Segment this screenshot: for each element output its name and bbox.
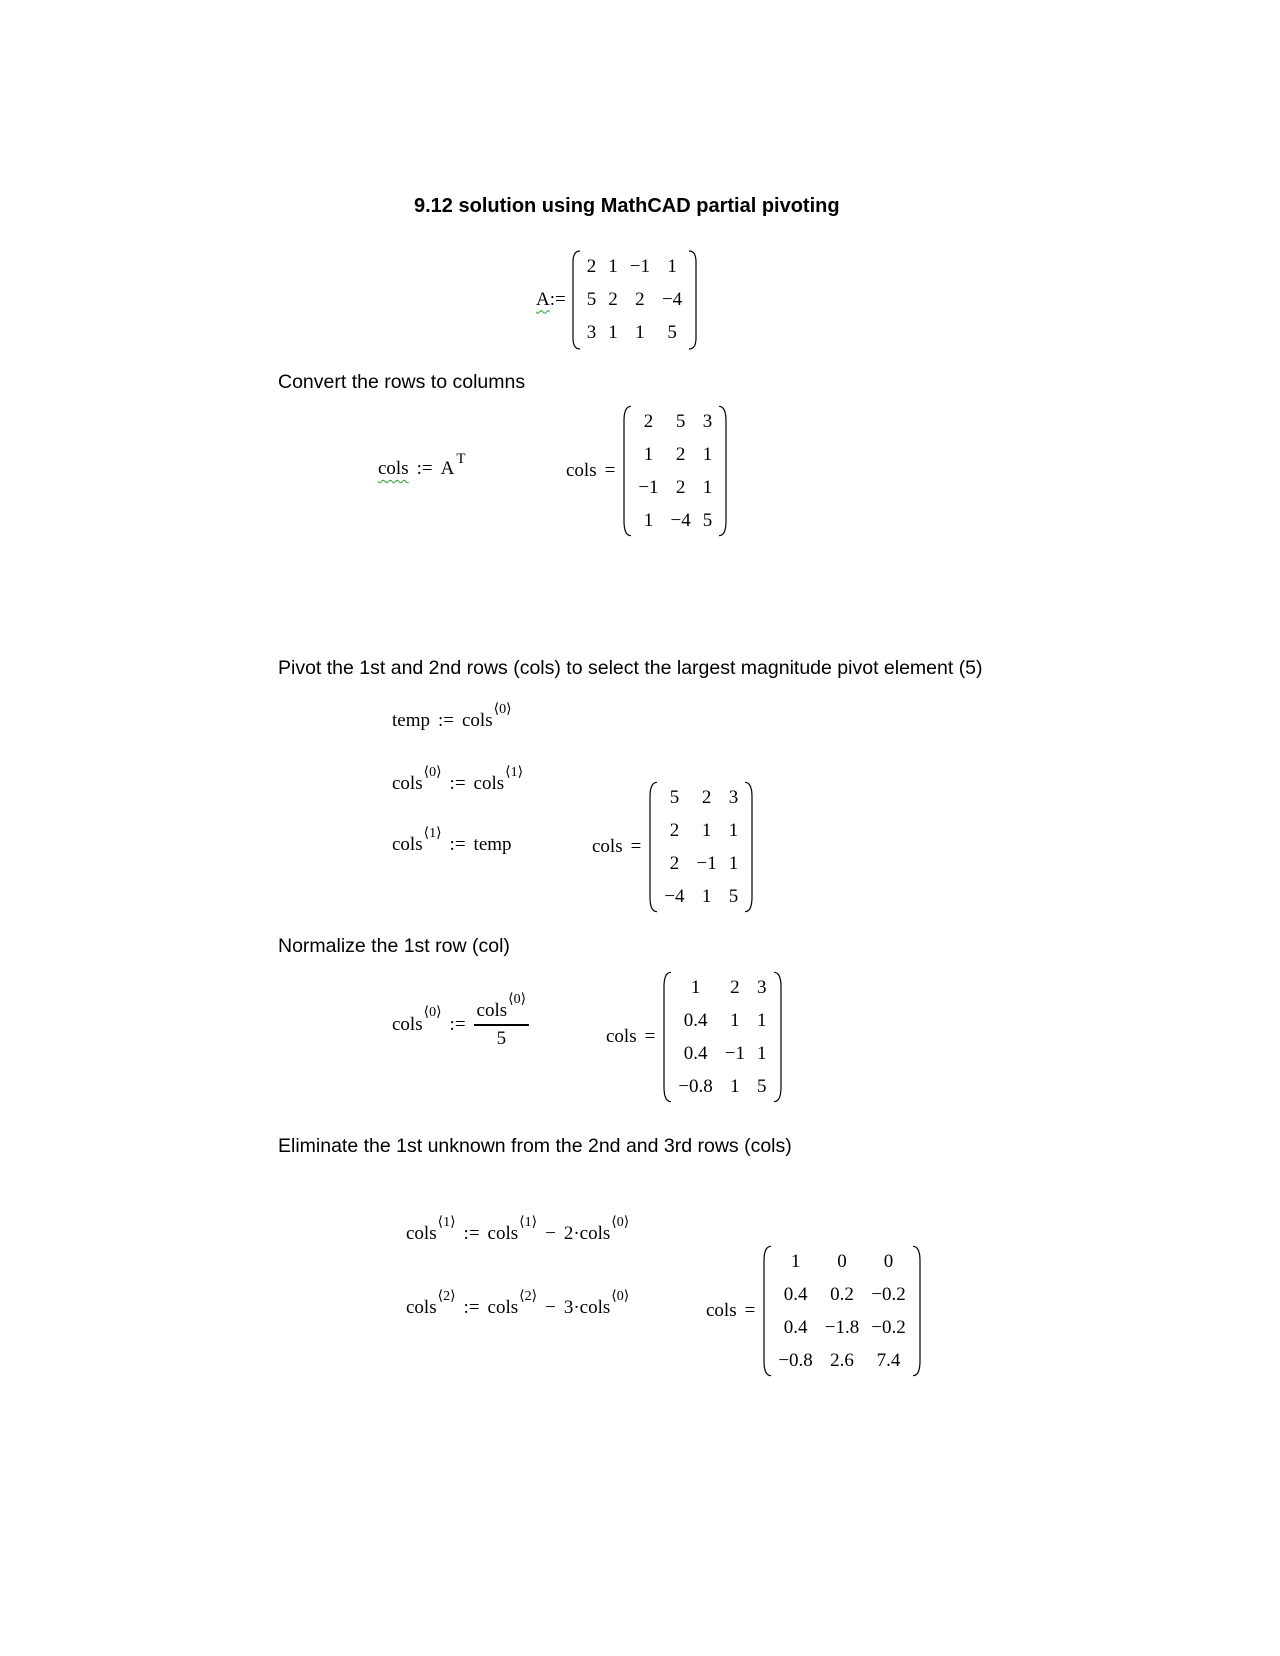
normalize-assignment[interactable]	[392, 992, 529, 1050]
column-superscript: ⟨0⟩	[423, 1004, 442, 1020]
cols-variable: cols	[392, 1014, 423, 1035]
eq-operator: =	[604, 460, 616, 481]
assign-operator: :=	[463, 1297, 480, 1318]
cols-variable: cols	[406, 1297, 437, 1318]
matrix-cell: −4	[661, 288, 683, 310]
matrix-cols-eliminate	[763, 1245, 920, 1377]
eliminate-assignment-2[interactable]	[406, 1289, 630, 1319]
matrix-row	[658, 847, 744, 880]
matrix-right-paren	[773, 971, 782, 1103]
matrix-cell: 3	[586, 322, 597, 344]
temp-variable: temp	[473, 834, 512, 855]
matrix-cell: −1.8	[824, 1317, 860, 1338]
assign-operator: :=	[549, 288, 566, 310]
matrix-row	[632, 504, 718, 537]
cols-label: cols	[606, 1026, 637, 1047]
matrix-right-paren	[912, 1245, 921, 1377]
matrix-right-paren	[688, 250, 697, 350]
matrix-cell: −0.2	[871, 1284, 906, 1305]
matrix-row	[632, 438, 718, 471]
matrix-row	[672, 971, 772, 1004]
cols-variable: cols	[487, 1297, 519, 1318]
matrix-cell: 2	[669, 820, 680, 841]
matrix-cell: −1	[638, 477, 659, 498]
assign-operator: :=	[438, 710, 454, 731]
matrix-row	[658, 781, 744, 814]
matrix-cell: 5	[728, 886, 739, 907]
matrix-left-paren	[663, 971, 672, 1103]
heading-convert: Convert the rows to columns	[278, 371, 526, 393]
matrix-row	[672, 1070, 772, 1103]
matrix-cell: 1	[702, 477, 713, 498]
matrix-cell: −0.8	[778, 1350, 813, 1371]
cols-label: cols	[706, 1300, 737, 1321]
fraction	[474, 992, 530, 1050]
matrix-cell: 7.4	[876, 1350, 901, 1371]
matrix-row	[658, 880, 744, 913]
matrix-cell: 1	[730, 1010, 740, 1031]
matrix-cell: 1	[608, 322, 618, 344]
matrix-cell: 0.4	[683, 1010, 708, 1031]
matrix-left-paren	[623, 405, 632, 537]
matrix-row	[672, 1004, 772, 1037]
column-superscript: ⟨1⟩	[437, 1215, 456, 1230]
fraction-denominator: 5	[496, 1028, 507, 1049]
matrix-cell: −4	[664, 886, 685, 907]
matrix-cell: 3	[702, 411, 713, 432]
assign-operator: :=	[463, 1223, 480, 1244]
matrix-row	[581, 316, 688, 349]
matrix-cell: 1	[757, 1043, 767, 1064]
matrix-cell: 2.6	[830, 1350, 854, 1371]
cols-transpose-result	[566, 405, 727, 537]
matrix-cols-transpose	[623, 405, 727, 537]
column-superscript: ⟨1⟩	[505, 765, 524, 780]
matrix-cell: 1	[690, 977, 701, 998]
matrix-left-paren	[572, 250, 581, 350]
a-variable: A	[440, 458, 455, 479]
cols-variable: cols	[579, 1297, 611, 1318]
cols-variable: cols	[476, 1000, 508, 1021]
matrix-cols-pivot	[649, 781, 753, 913]
matrix-left-paren	[649, 781, 658, 913]
matrix-cell: 2	[643, 411, 654, 432]
matrix-cell: 2	[675, 477, 686, 498]
eq-operator: =	[630, 836, 642, 857]
matrix-cell: 2	[730, 977, 740, 998]
cols-variable: cols	[392, 834, 423, 855]
matrix-cell: 0.4	[783, 1284, 808, 1305]
minus-operator: −	[545, 1223, 556, 1244]
column-superscript: ⟨2⟩	[519, 1289, 538, 1304]
heading-normalize: Normalize the 1st row (col)	[278, 935, 510, 957]
swap-assignment-2[interactable]	[392, 826, 512, 856]
cols-label: cols	[592, 836, 623, 857]
page-title: 9.12 solution using MathCAD partial pivoting	[414, 195, 840, 217]
matrix-row	[632, 471, 718, 504]
cols-variable: cols	[473, 773, 505, 794]
column-superscript: ⟨1⟩	[423, 826, 442, 841]
matrix-cell: 5	[702, 510, 713, 531]
matrix-cell: 1	[643, 444, 654, 465]
column-superscript: ⟨0⟩	[423, 765, 442, 780]
matrix-right-paren	[718, 405, 727, 537]
column-superscript: ⟨0⟩	[611, 1215, 630, 1230]
matrix-cell: −1	[696, 853, 717, 874]
matrix-body	[632, 405, 718, 537]
column-superscript: ⟨0⟩	[508, 992, 527, 1007]
matrix-cell: 1	[667, 255, 677, 277]
coefficient: 2·	[563, 1223, 580, 1244]
transpose-superscript: T	[456, 451, 466, 467]
matrix-cell: 2	[608, 288, 618, 310]
column-superscript: ⟨1⟩	[519, 1215, 538, 1230]
matrix-body	[658, 781, 744, 913]
cols-pivot-result	[592, 781, 753, 913]
matrix-cols-normalize	[663, 971, 781, 1103]
matrix-row	[772, 1344, 911, 1377]
matrix-cell: 2	[675, 444, 686, 465]
assign-operator: :=	[449, 1014, 466, 1035]
coefficient: 3·	[563, 1297, 580, 1318]
cols-variable: cols	[378, 458, 409, 479]
matrix-row	[658, 814, 744, 847]
matrix-cell: −0.8	[678, 1076, 713, 1097]
cols-eliminate-result	[706, 1245, 921, 1377]
swap-assignment-1[interactable]	[392, 765, 524, 795]
matrix-body	[581, 250, 688, 350]
matrix-cell: −0.2	[871, 1317, 906, 1338]
matrix-cell: 1	[757, 1010, 767, 1031]
matrix-cell: 1	[608, 255, 618, 277]
matrix-cell: 0.4	[683, 1043, 708, 1064]
matrix-cell: 1	[635, 322, 645, 344]
fraction-numerator	[474, 992, 530, 1026]
heading-eliminate: Eliminate the 1st unknown from the 2nd and 3rd rows (cols)	[278, 1135, 792, 1157]
matrix-body	[772, 1245, 911, 1377]
eq-operator: =	[644, 1026, 656, 1047]
matrix-cell: 1	[728, 820, 739, 841]
matrix-cell: 5	[667, 322, 677, 344]
matrix-cell: 1	[701, 886, 712, 907]
temp-assignment[interactable]	[392, 702, 512, 732]
matrix-cell: 5	[675, 411, 686, 432]
cols-variable: cols	[392, 773, 423, 794]
matrix-cell: 0	[837, 1251, 847, 1272]
cols-variable: cols	[579, 1223, 611, 1244]
assign-operator: :=	[449, 834, 466, 855]
assign-operator: :=	[416, 458, 433, 479]
matrix-right-paren	[744, 781, 753, 913]
matrix-cell: 1	[701, 820, 712, 841]
matrix-cell: 1	[643, 510, 654, 531]
eliminate-assignment-1[interactable]	[406, 1215, 630, 1245]
matrix-cell: 1	[702, 444, 713, 465]
matrix-cell: 1	[728, 853, 739, 874]
matrix-a	[572, 250, 697, 350]
cols-transpose-definition[interactable]	[378, 451, 466, 480]
matrix-cell: 0	[883, 1251, 894, 1272]
matrix-cell: 0.2	[830, 1284, 854, 1305]
matrix-cell: −1	[629, 255, 650, 277]
heading-pivot: Pivot the 1st and 2nd rows (cols) to select the largest magnitude pivot element (5)	[278, 657, 983, 679]
matrix-body	[672, 971, 772, 1103]
matrix-cell: 3	[728, 787, 739, 808]
cols-variable: cols	[487, 1223, 519, 1244]
matrix-cell: 2	[586, 255, 597, 277]
matrix-row	[772, 1278, 911, 1311]
matrix-row	[632, 405, 718, 438]
matrix-cell: 1	[730, 1076, 740, 1097]
matrix-row	[581, 250, 688, 283]
matrix-cell: 2	[669, 853, 680, 874]
matrix-cell: 3	[757, 977, 767, 998]
matrix-cell: 5	[669, 787, 680, 808]
eq-operator: =	[744, 1300, 756, 1321]
matrix-row	[772, 1311, 911, 1344]
matrix-row	[672, 1037, 772, 1070]
matrix-cell: 0.4	[783, 1317, 808, 1338]
cols-normalize-result	[606, 971, 782, 1103]
matrix-cell: 5	[586, 288, 597, 310]
matrix-cell: 1	[790, 1251, 801, 1272]
cols-label: cols	[566, 460, 597, 481]
assign-operator: :=	[449, 773, 466, 794]
matrix-a-definition[interactable]	[536, 250, 697, 349]
matrix-cell: 5	[757, 1076, 767, 1097]
a-variable: A	[536, 288, 550, 310]
matrix-cell: −4	[670, 510, 691, 531]
temp-variable: temp	[392, 710, 430, 731]
cols-variable: cols	[462, 710, 493, 731]
matrix-cell: 2	[701, 787, 712, 808]
matrix-row	[581, 283, 688, 316]
column-superscript: ⟨2⟩	[437, 1289, 456, 1304]
column-superscript: ⟨0⟩	[611, 1289, 630, 1304]
cols-variable: cols	[406, 1223, 437, 1244]
matrix-row	[772, 1245, 911, 1278]
matrix-cell: 2	[635, 288, 645, 310]
column-superscript: ⟨0⟩	[493, 702, 512, 717]
minus-operator: −	[545, 1297, 556, 1318]
matrix-left-paren	[763, 1245, 772, 1377]
matrix-cell: −1	[724, 1043, 746, 1064]
